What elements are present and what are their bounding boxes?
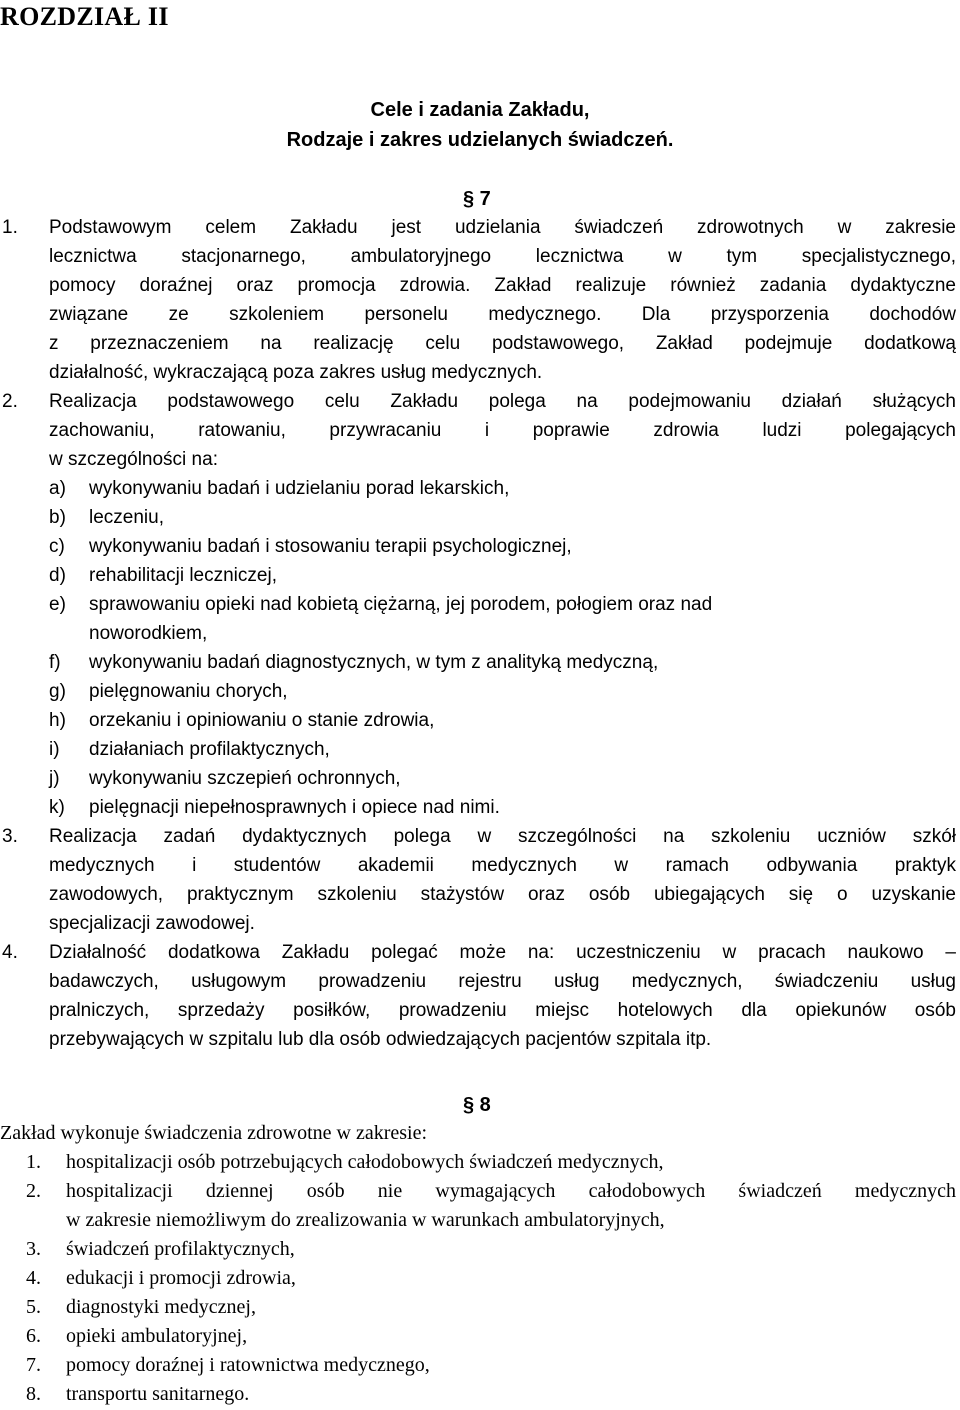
list-item bbox=[49, 478, 509, 500]
point-1-line-5: z przeznaczeniem na realizację celu podstawowego, Zakład podejmuje dodatkową bbox=[49, 333, 956, 354]
list-item-label: d) bbox=[49, 565, 66, 586]
list-item bbox=[26, 1238, 295, 1261]
list-item bbox=[26, 1267, 296, 1290]
point-1-line-6: działalność, wykraczającą poza zakres usług medycznych. bbox=[49, 362, 543, 383]
point-number-4: 4. bbox=[2, 942, 18, 963]
list-item-label: b) bbox=[49, 507, 66, 528]
list-item bbox=[26, 1296, 256, 1319]
list-item-text: leczeniu, bbox=[89, 507, 164, 528]
list-item-text: hospitalizacji osób potrzebujących całodobowych świadczeń medycznych, bbox=[66, 1151, 664, 1173]
point-2-line-1: Realizacja podstawowego celu Zakładu polega na podejmowaniu działań służących bbox=[49, 391, 956, 412]
list-item-text: wykonywaniu badań diagnostycznych, w tym z analityką medyczną, bbox=[89, 652, 659, 673]
list-item bbox=[49, 710, 434, 732]
section-8-intro: Zakład wykonuje świadczenia zdrowotne w zakresie: bbox=[0, 1122, 428, 1144]
list-item-text: edukacji i promocji zdrowia, bbox=[66, 1267, 296, 1289]
list-item-label: g) bbox=[49, 681, 66, 702]
list-item-text: opieki ambulatoryjnej, bbox=[66, 1325, 248, 1347]
section-title-line-2: Rodzaje i zakres udzielanych świadczeń. bbox=[286, 129, 674, 151]
point-1-line-4: związane ze szkoleniem personelu medycznego. Dla przysporzenia dochodów bbox=[49, 304, 956, 325]
point-number-2: 2. bbox=[2, 391, 18, 412]
list-item-text: hospitalizacji dziennej osób nie wymagających całodobowych świadczeń medycznych bbox=[66, 1180, 956, 1202]
list-item-label: 1. bbox=[26, 1151, 41, 1173]
point-2-line-3: w szczególności na: bbox=[49, 449, 218, 470]
list-item-label: a) bbox=[49, 478, 66, 499]
point-1-line-3: pomocy doraźnej oraz promocja zdrowia. Zakład realizuje również zadania dydaktyczne bbox=[49, 275, 956, 296]
section-title-line-1: Cele i zadania Zakładu, bbox=[370, 99, 590, 121]
paragraph-mark-8: § 8 bbox=[463, 1094, 491, 1116]
point-4-line-1: Działalność dodatkowa Zakładu polegać może na: uczestniczeniu w pracach naukowo – bbox=[49, 942, 956, 963]
list-item-text: pielęgnowaniu chorych, bbox=[89, 681, 288, 702]
list-item-label: 3. bbox=[26, 1238, 41, 1260]
point-number-3: 3. bbox=[2, 826, 18, 847]
list-item-text: transportu sanitarnego. bbox=[66, 1383, 250, 1405]
list-item bbox=[49, 681, 288, 703]
list-item bbox=[49, 768, 401, 790]
paragraph-mark-7: § 7 bbox=[463, 188, 491, 210]
list-item-label: i) bbox=[49, 739, 60, 760]
point-1-line-2: lecznictwa stacjonarnego, ambulatoryjnego lecznictwa w tym specjalistycznego, bbox=[49, 246, 956, 267]
list-item-continuation: w zakresie niemożliwym do zrealizowania w warunkach ambulatoryjnych, bbox=[66, 1209, 665, 1231]
list-item bbox=[49, 594, 712, 616]
list-item-label: f) bbox=[49, 652, 61, 673]
point-4-line-3: pralniczych, sprzedaży posiłków, prowadzeniu miejsc hotelowych dla opiekunów osób bbox=[49, 1000, 956, 1021]
point-1-line-1: Podstawowym celem Zakładu jest udzielania świadczeń zdrowotnych w zakresie bbox=[49, 217, 956, 238]
list-item-label: 4. bbox=[26, 1267, 41, 1289]
list-item-text: działaniach profilaktycznych, bbox=[89, 739, 330, 760]
chapter-heading: ROZDZIAŁ II bbox=[0, 2, 169, 31]
list-item-text: wykonywaniu badań i stosowaniu terapii psychologicznej, bbox=[89, 536, 572, 557]
point-3-line-2: medycznych i studentów akademii medycznych w ramach odbywania praktyk bbox=[49, 855, 956, 876]
list-item-label: e) bbox=[49, 594, 66, 615]
list-item bbox=[26, 1151, 664, 1174]
list-item bbox=[49, 797, 500, 819]
list-item-label: h) bbox=[49, 710, 66, 731]
list-item-label: 6. bbox=[26, 1325, 41, 1347]
list-item-text: orzekaniu i opiniowaniu o stanie zdrowia, bbox=[89, 710, 435, 731]
list-item-label: 7. bbox=[26, 1354, 41, 1376]
point-3-line-4: specjalizacji zawodowej. bbox=[49, 913, 255, 934]
list-item-label: c) bbox=[49, 536, 65, 557]
list-item-text: diagnostyki medycznej, bbox=[66, 1296, 256, 1318]
point-2-line-2: zachowaniu, ratowaniu, przywracaniu i poprawie zdrowia ludzi polegających bbox=[49, 420, 956, 441]
list-item-continuation: noworodkiem, bbox=[89, 623, 208, 644]
point-4-line-4: przebywających w szpitalu lub dla osób odwiedzających pacjentów szpitala itp. bbox=[49, 1029, 712, 1050]
point-3-line-1: Realizacja zadań dydaktycznych polega w szczególności na szkoleniu uczniów szkół bbox=[49, 826, 956, 847]
point-4-line-2: badawczych, usługowym prowadzeniu rejestru usług medycznych, świadczeniu usług bbox=[49, 971, 956, 992]
list-item bbox=[26, 1354, 430, 1377]
list-item bbox=[49, 652, 658, 674]
list-item-text: wykonywaniu szczepień ochronnych, bbox=[89, 768, 401, 789]
list-item bbox=[26, 1325, 247, 1348]
list-item bbox=[49, 565, 277, 587]
list-item bbox=[26, 1383, 249, 1406]
list-item-label: j) bbox=[49, 768, 60, 789]
list-item-text: świadczeń profilaktycznych, bbox=[66, 1238, 295, 1260]
list-item-label: 8. bbox=[26, 1383, 41, 1405]
list-item-label: 5. bbox=[26, 1296, 41, 1318]
list-item-text: sprawowaniu opieki nad kobietą ciężarną, jej porodem, połogiem oraz nad bbox=[89, 594, 713, 615]
list-item-label: k) bbox=[49, 797, 65, 818]
list-item-label: 2. bbox=[26, 1180, 41, 1202]
list-item bbox=[49, 536, 572, 558]
list-item bbox=[49, 507, 164, 529]
list-item-text: pomocy doraźnej i ratownictwa medycznego, bbox=[66, 1354, 430, 1376]
list-item-text: pielęgnacji niepełnosprawnych i opiece nad nimi. bbox=[89, 797, 500, 818]
list-item-text: rehabilitacji leczniczej, bbox=[89, 565, 277, 586]
list-item bbox=[49, 739, 330, 761]
list-item-text: wykonywaniu badań i udzielaniu porad lekarskich, bbox=[89, 478, 510, 499]
point-number-1: 1. bbox=[2, 217, 18, 238]
point-3-line-3: zawodowych, praktycznym szkoleniu stażystów oraz osób ubiegających się o uzyskanie bbox=[49, 884, 956, 905]
